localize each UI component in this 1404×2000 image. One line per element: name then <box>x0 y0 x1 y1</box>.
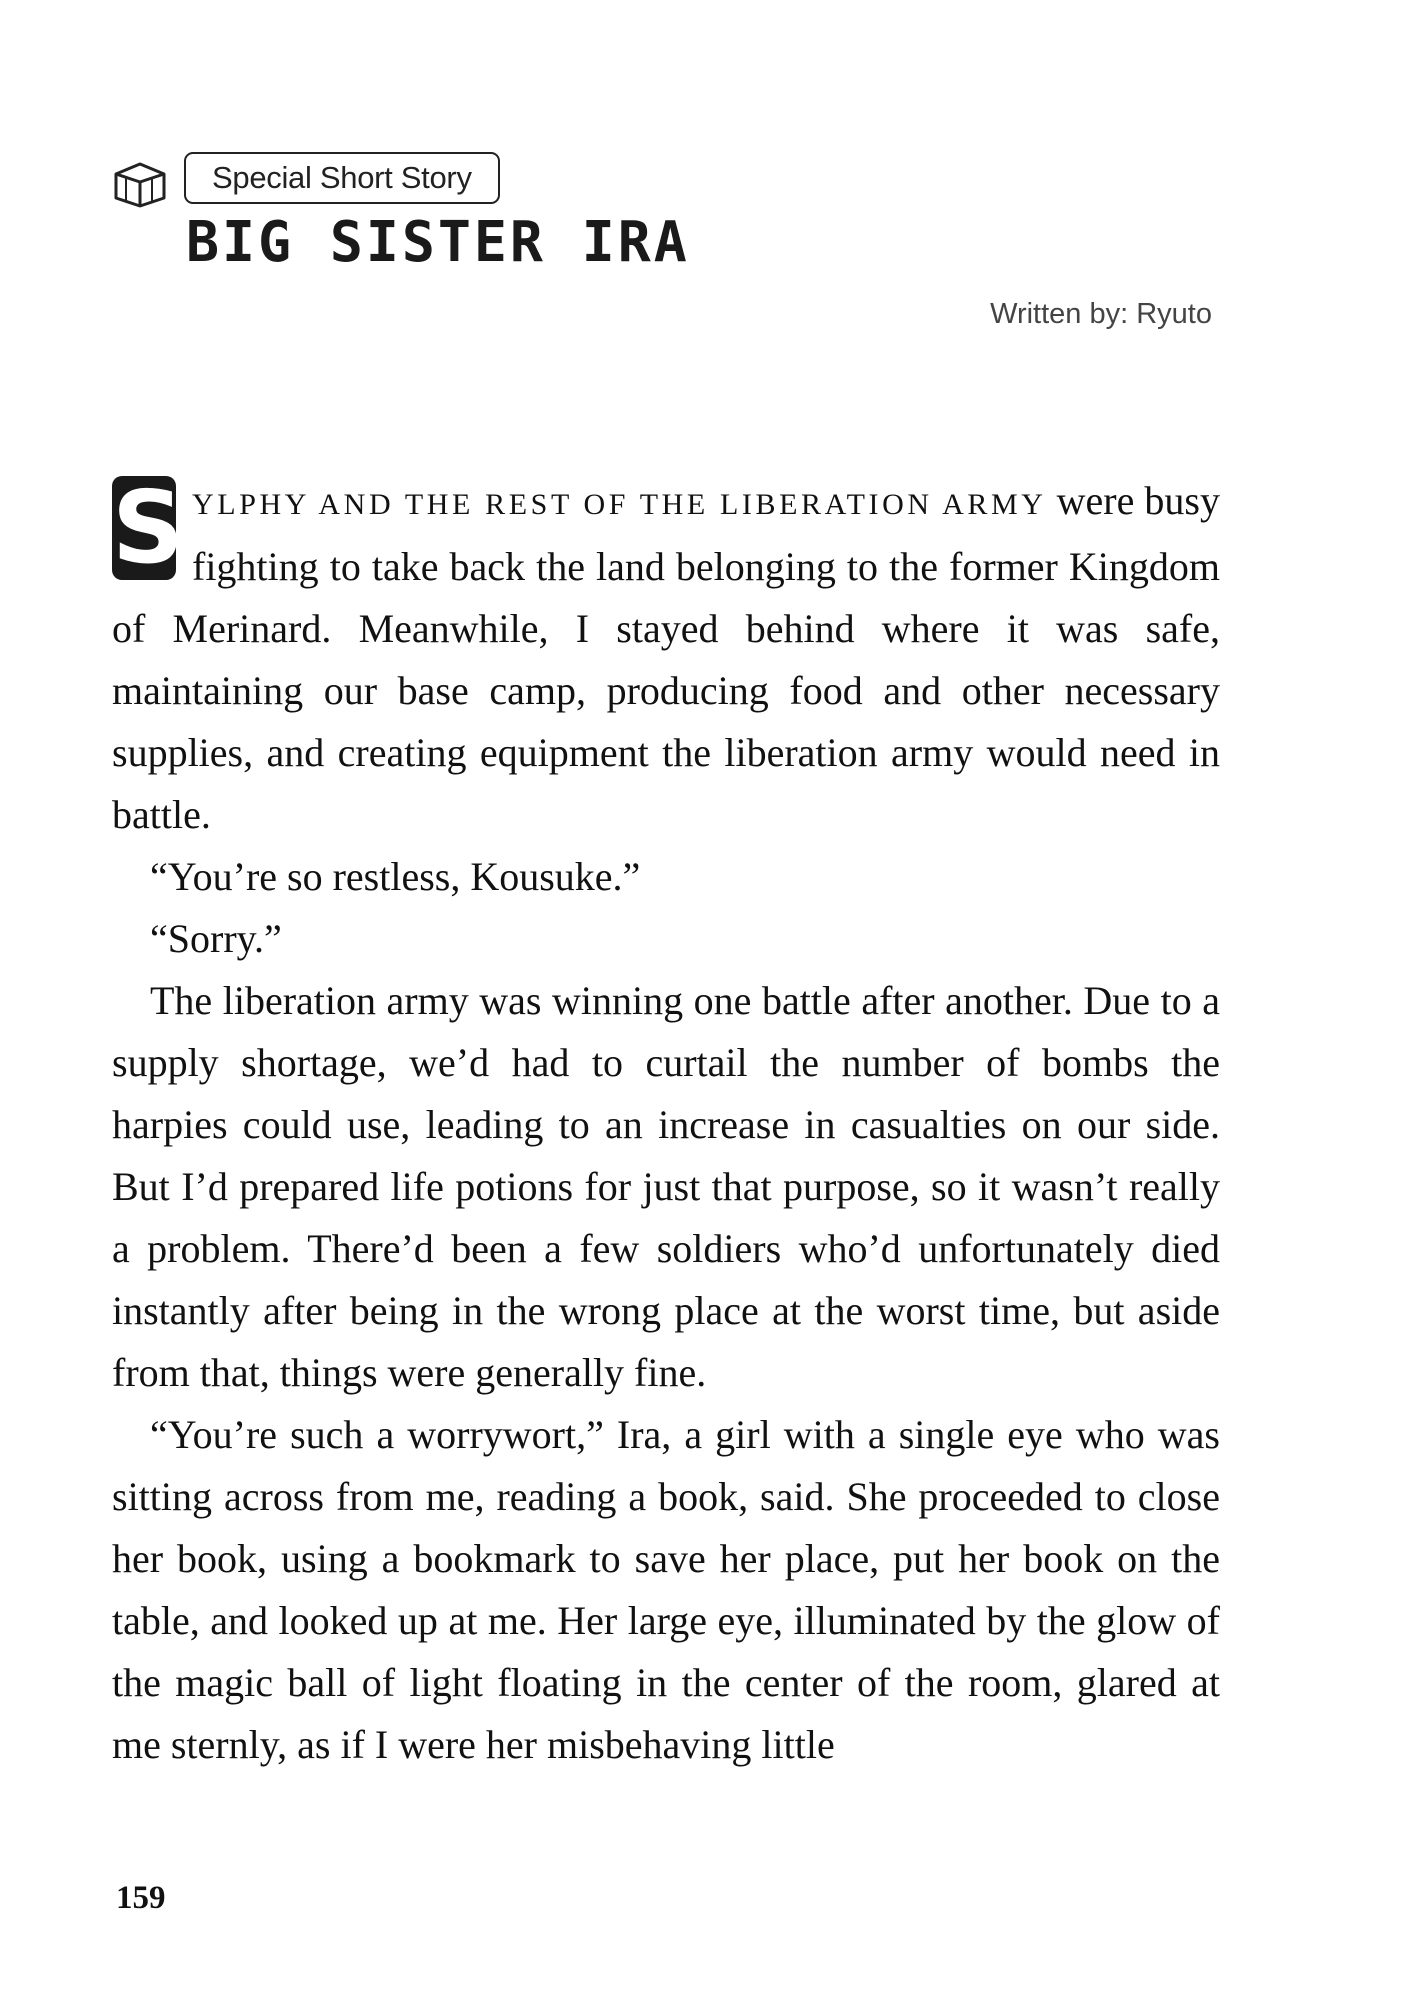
first-paragraph <box>112 470 1220 846</box>
page-number: 159 <box>116 1880 166 1916</box>
paragraph-text: were busy fighting to take back the land belonging to the former Kingdom of Merinard. Meanwhile, I stayed behind where it was safe, maintaining our base camp, producing food and other necessary supplies, and creating equipment the liberation army would need in battle. <box>112 478 1220 837</box>
drop-cap: S <box>112 469 185 586</box>
box-icon <box>112 160 168 208</box>
paragraph: “You’re such a worrywort,” Ira, a girl with a single eye who was sitting across from me, reading a book, said. She proceeded to close her book, using a bookmark to save her place, put her book on the table, and looked up at me. Her large eye, illuminated by the glow of the magic ball of light floating in the center of the room, glared at me sternly, as if I were her misbehaving little <box>112 1412 1220 1767</box>
byline: Written by: Ryuto <box>990 298 1212 330</box>
paragraph: “Sorry.” <box>150 916 282 961</box>
paragraph: “You’re so restless, Kousuke.” <box>150 854 641 899</box>
paragraph: The liberation army was winning one battle after another. Due to a supply shortage, we’d had to curtail the number of bombs the harpies could use, leading to an increase in casualties on our side. But I’d prepared life potions for just that purpose, so it wasn’t really a problem. There’d been a few soldiers who’d unfortunately died instantly after being in the wrong place at the worst time, but aside from that, things were generally fine. <box>112 978 1220 1395</box>
story-body <box>112 470 1220 1776</box>
section-label: Special Short Story <box>184 152 500 204</box>
smallcaps-lead: YLPHY AND THE REST OF THE LIBERATION ARMY <box>192 488 1047 521</box>
story-title: BIG SISTER IRA <box>186 210 690 275</box>
